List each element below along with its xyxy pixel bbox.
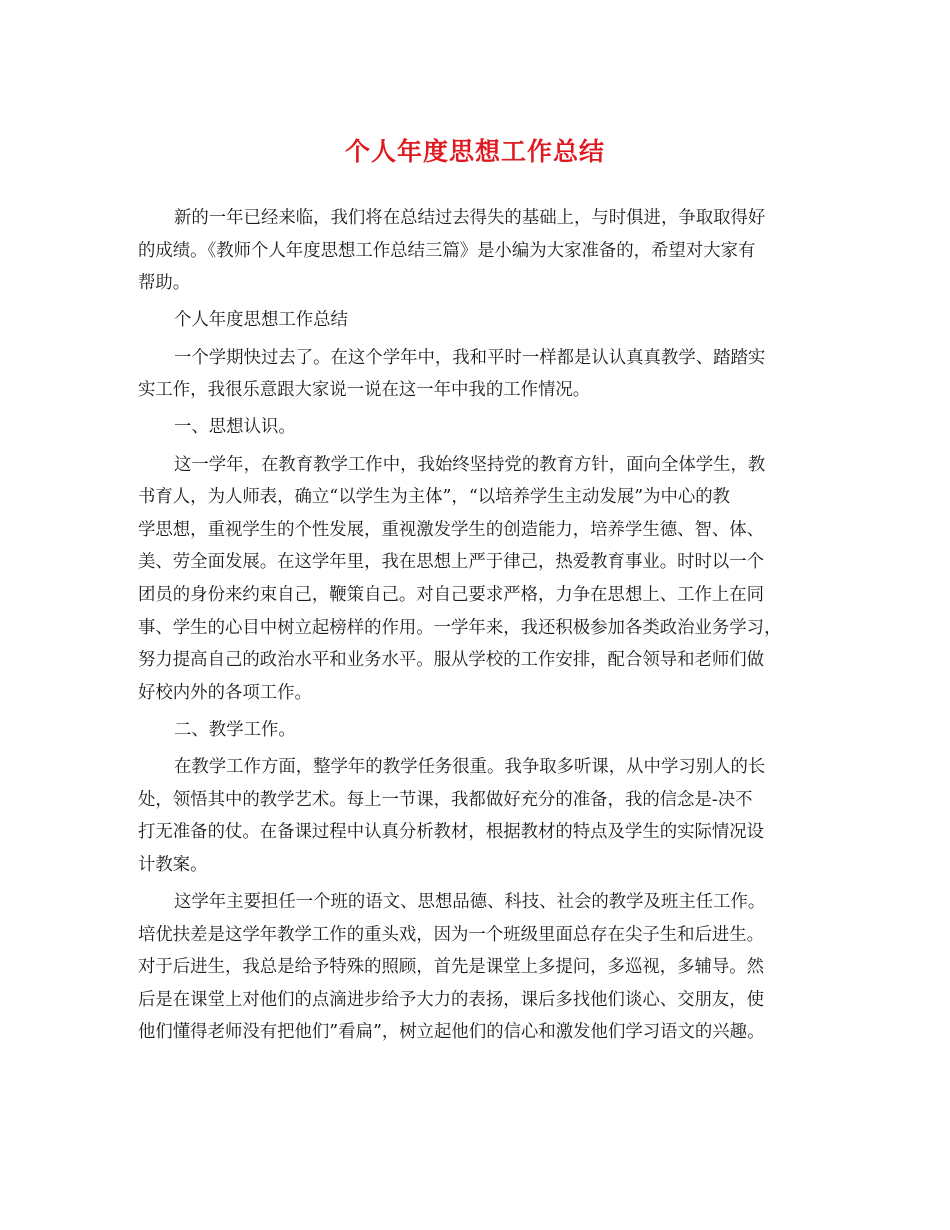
text-line: 培优扶差是这学年教学工作的重头戏，因为一个班级里面总存在尖子生和后进生。 (138, 924, 765, 945)
text-line: 后是在课堂上对他们的点滴进步给予大力的表扬，课后多找他们谈心、交朋友，使 (138, 989, 765, 1010)
text-line: 一、思想认识。 (174, 417, 296, 438)
text-line: 帮助。 (138, 273, 191, 294)
text-line: 打无准备的仗。在备课过程中认真分析教材，根据教材的特点及学生的实际情况设 (138, 822, 765, 843)
text-line: 事、学生的心目中树立起榜样的作用。一学年来，我还积极参加各类政治业务学习， (138, 617, 782, 638)
text-line: 团员的身份来约束自己，鞭策自己。对自己要求严格，力争在思想上、工作上在同 (138, 584, 765, 605)
text-line: 美、劳全面发展。在这学年里，我在思想上严于律己，热爱教育事业。时时以一个 (138, 552, 765, 573)
text-line: 计教案。 (138, 854, 208, 875)
document-title: 个人年度思想工作总结 (344, 137, 605, 166)
text-line: 一个学期快过去了。在这个学年中，我和平时一样都是认认真真教学、踏踏实 (174, 347, 766, 368)
text-line: 对于后进生，我总是给予特殊的照顾，首先是课堂上多提问，多巡视，多辅导。然 (138, 957, 765, 978)
document-body (138, 202, 823, 1054)
text-line: 努力提高自己的政治水平和业务水平。服从学校的工作安排，配合领导和老师们做 (138, 650, 765, 671)
text-line: 好校内外的各项工作。 (138, 682, 312, 703)
paragraph-ideology (138, 449, 823, 710)
text-line: 二、教学工作。 (174, 719, 296, 740)
text-line: 书育人，为人师表，确立“以学生为主体”，“以培养学生主动发展”为中心的教 (138, 487, 731, 508)
text-line: 的成绩。《教师个人年度思想工作总结三篇》是小编为大家准备的，希望对大家有 (138, 240, 756, 261)
text-line: 实工作，我很乐意跟大家说一说在这一年中我的工作情况。 (138, 380, 591, 401)
text-line: 这学年主要担任一个班的语文、思想品德、科技、社会的教学及班主任工作。 (174, 892, 766, 913)
section-heading-ideology (138, 411, 823, 444)
paragraph-opening (138, 342, 823, 407)
text-line: 他们懂得老师没有把他们”看扁”，树立起他们的信心和激发他们学习语文的兴趣。 (138, 1022, 765, 1043)
paragraph-intro (138, 202, 823, 300)
text-line: 个人年度思想工作总结 (174, 310, 348, 331)
text-line: 学思想，重视学生的个性发展，重视激发学生的创造能力，培养学生德、智、体、 (138, 519, 765, 540)
text-line: 新的一年已经来临，我们将在总结过去得失的基础上，与时俱进，争取取得好 (174, 208, 766, 228)
section-heading-teaching (138, 714, 823, 747)
text-line: 这一学年，在教育教学工作中，我始终坚持党的教育方针，面向全体学生，教 (174, 454, 766, 475)
paragraph-teaching (138, 751, 823, 881)
text-line: 在教学工作方面，整学年的教学任务很重。我争取多听课，从中学习别人的长 (174, 757, 766, 778)
paragraph-class-work (138, 886, 823, 1049)
paragraph-subtitle (138, 304, 823, 337)
text-line: 处，领悟其中的教学艺术。每上一节课，我都做好充分的准备，我的信念是-决不 (138, 789, 753, 810)
